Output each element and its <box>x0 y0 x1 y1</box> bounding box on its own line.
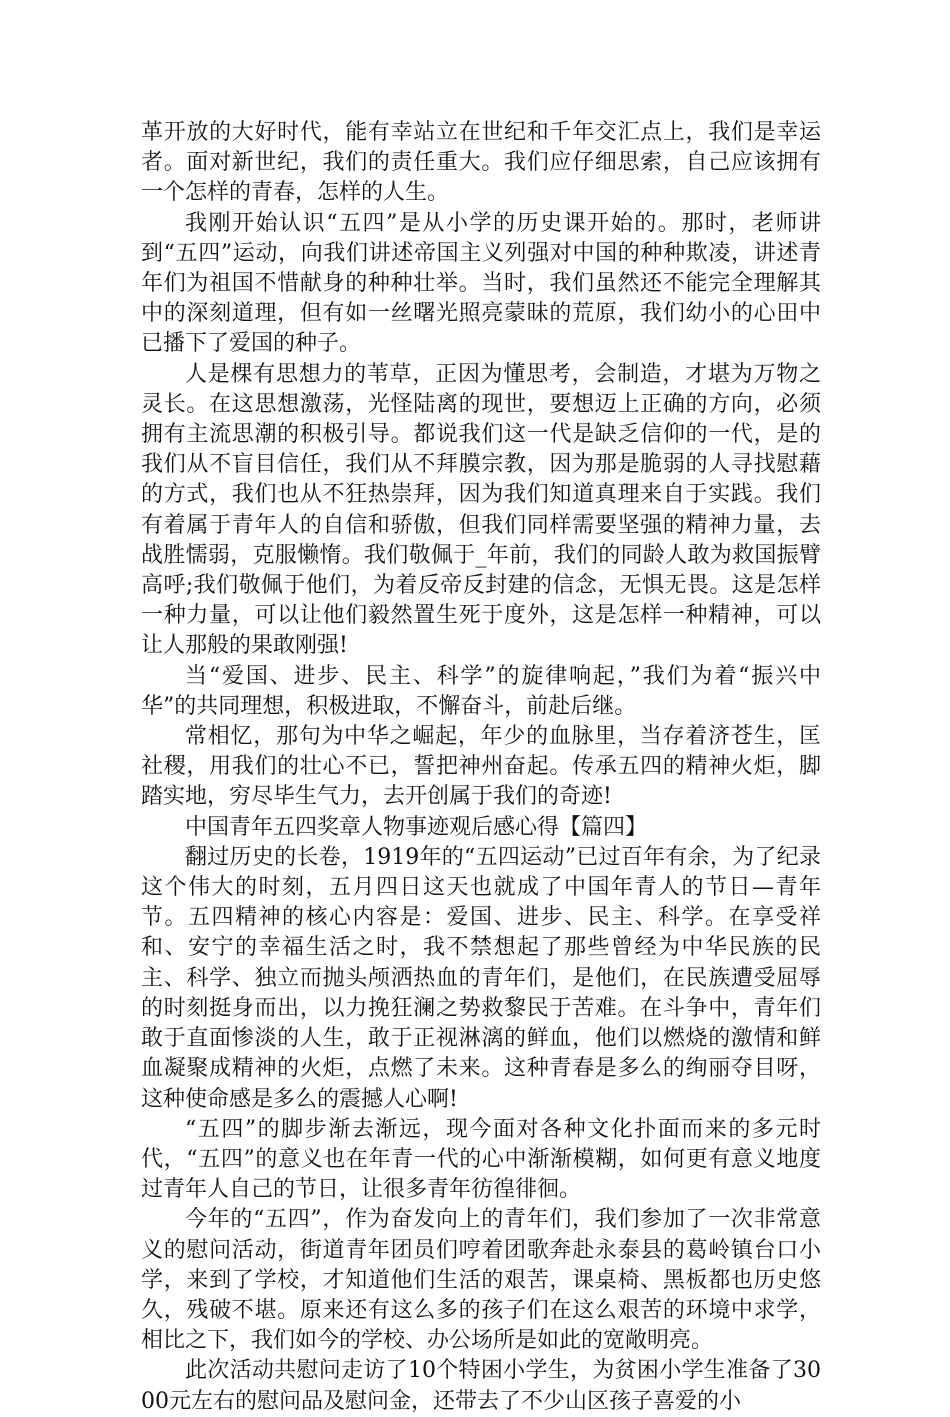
paragraph-this-year: 今年的“五四”，作为奋发向上的青年们，我们参加了一次非常意义的慰问活动，街道青年团员们哼着团歌奔赴永泰县的葛岭镇台口小学，来到了学校，才知道他们生活的艰苦，课桌椅、黑板都也历史悠久，残破不堪。原来还有这么多的孩子们在这么艰苦的环境中求学，相比之下，我们如今的学校、办公场所是如此的宽敞明亮。 <box>141 1207 821 1354</box>
document-page <box>141 118 821 1417</box>
paragraph-thinking-reed: 人是棵有思想力的苇草，正因为懂思考，会制造，才堪为万物之灵长。在这思想激荡，光怪陆离的现世，要想迈上正确的方向，必须拥有主流思潮的积极引导。都说我们这一代是缺乏信仰的一代，是的我们从不盲目信任，我们从不拜膜宗教，因为那是脆弱的人寻找慰藉的方式，我们也从不狂热崇拜，因为我们知道真理来自于实践。我们有着属于青年人的自信和骄傲，但我们同样需要坚强的精神力量，去战胜懦弱，克服懒惰。我们敬佩于_年前，我们的同龄人敢为救国振臂高呼;我们敬佩于他们，为着反帝反封建的信念，无惧无畏。这是怎样一种力量，可以让他们毅然置生死于度外，这是怎样一种精神，可以让人那般的果敢刚强! <box>141 361 821 659</box>
paragraph-melody: 当“爱国、进步、民主、科学”的旋律响起，”我们为着“振兴中华”的共同理想，积极进取，不懈奋斗，前赴后继。 <box>141 663 821 719</box>
section-heading: 中国青年五四奖章人物事迹观后感心得【篇四】 <box>185 814 648 840</box>
paragraph-footsteps: “五四”的脚步渐去渐远，现今面对各种文化扑面而来的多元时代，“五四”的意义也在年青一代的心中渐渐模糊，如何更有意义地度过青年人自己的节日，让很多青年彷徨徘徊。 <box>141 1116 821 1203</box>
paragraph-history-scroll: 翻过历史的长卷，1919年的“五四运动”已过百年有余，为了纪录这个伟大的时刻，五月四日这天也就成了中国年青人的节日—青年节。五四精神的核心内容是：爱国、进步、民主、科学。在享受祥和、安宁的幸福生活之时，我不禁想起了那些曾经为中华民族的民主、科学、独立而抛头颅洒热血的青年们，是他们，在民族遭受屈辱的时刻挺身而出，以力挽狂澜之势救黎民于苦难。在斗争中，青年们敢于直面惨淡的人生，敢于正视淋漓的鲜血，他们以燃烧的激情和鲜血凝聚成精神的火炬，点燃了未来。这种青春是多么的绚丽夺目呀，这种使命感是多么的震撼人心啊! <box>141 844 821 1112</box>
paragraph-continued: 革开放的大好时代，能有幸站立在世纪和千年交汇点上，我们是幸运者。面对新世纪，我们的责任重大。我们应仔细思索，自己应该拥有一个怎样的青春，怎样的人生。 <box>141 120 821 206</box>
paragraph-activity: 此次活动共慰问走访了10个特困小学生，为贫困小学生准备了3000元左右的慰问品及慰问金，还带去了不少山区孩子喜爱的小 <box>141 1358 821 1414</box>
paragraph-remember: 常相忆，那句为中华之崛起，年少的血脉里，当存着济苍生，匡社稷，用我们的壮心不已，誓把神州奋起。传承五四的精神火炬，脚踏实地，穷尽毕生气力，去开创属于我们的奇迹! <box>141 724 821 810</box>
paragraph-first-contact-wusi: 我刚开始认识“五四”是从小学的历史课开始的。那时，老师讲到“五四”运动，向我们讲述帝国主义列强对中国的种种欺凌，讲述青年们为祖国不惜献身的种种壮举。当时，我们虽然还不能完全理解其中的深刻道理，但有如一丝曙光照亮蒙昧的荒原，我们幼小的心田中已播下了爱国的种子。 <box>141 210 821 357</box>
